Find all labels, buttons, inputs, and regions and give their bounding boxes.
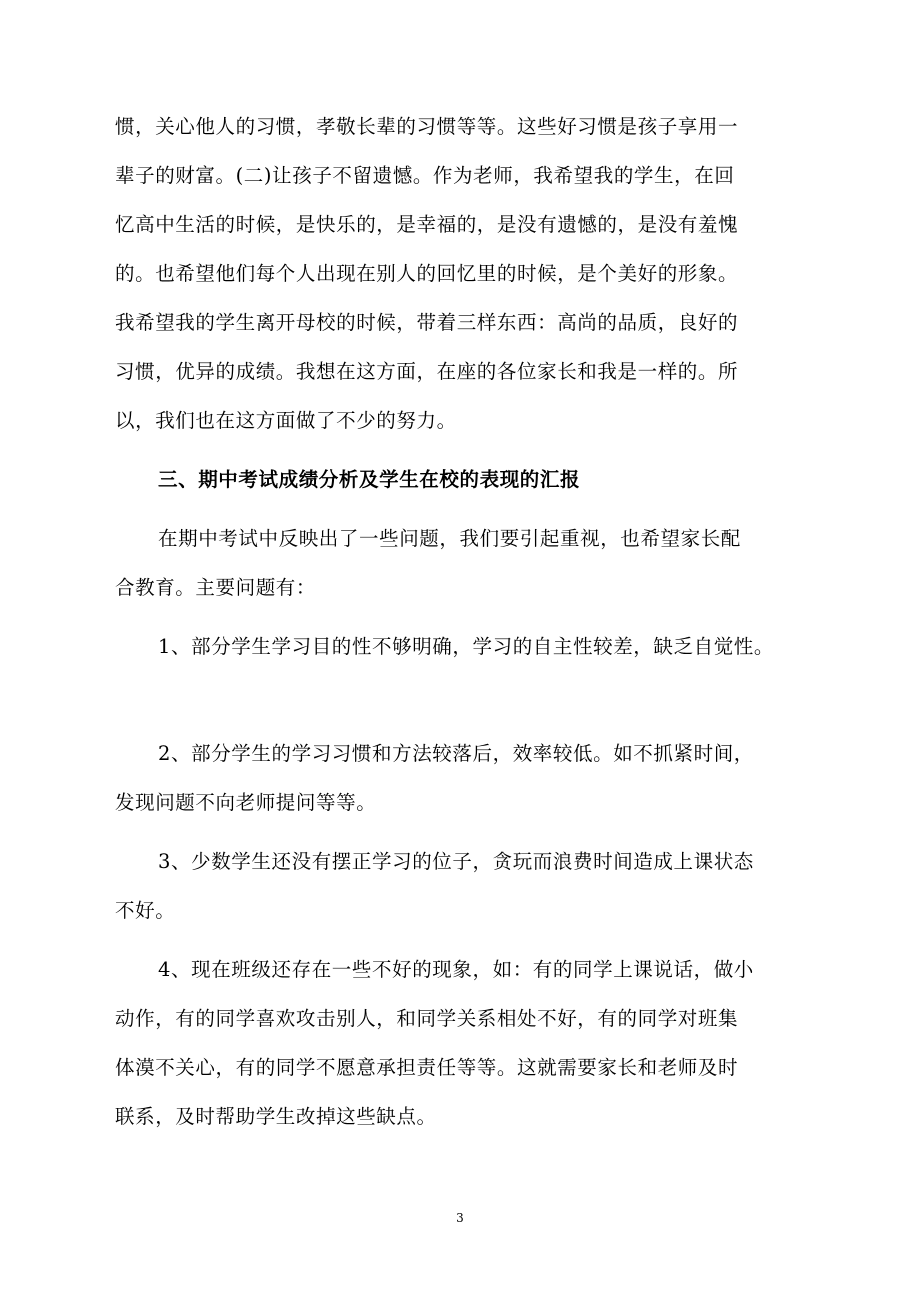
text-line: 联系，及时帮助学生改掉这些缺点。 bbox=[115, 1105, 437, 1128]
text-line: 合教育。主要问题有： bbox=[115, 576, 317, 599]
text-line: 的。也希望他们每个人出现在别人的回忆里的时候，是个美好的形象。 bbox=[115, 262, 739, 285]
text-line: 我希望我的学生离开母校的时候，带着三样东西：高尚的品质，良好的 bbox=[115, 311, 739, 334]
text-line: 忆高中生活的时候，是快乐的，是幸福的，是没有遗憾的，是没有羞愧 bbox=[115, 213, 739, 236]
text-line: 3、少数学生还没有摆正学习的位子，贪玩而浪费时间造成上课状态 bbox=[158, 850, 754, 873]
text-line: 在期中考试中反映出了一些问题，我们要引起重视，也希望家长配 bbox=[158, 527, 741, 550]
text-line: 习惯，优异的成绩。我想在这方面，在座的各位家长和我是一样的。所 bbox=[115, 360, 739, 383]
text-line: 发现问题不向老师提问等等。 bbox=[115, 791, 377, 814]
section-heading: 三、期中考试成绩分析及学生在校的表现的汇报 bbox=[158, 468, 581, 491]
text-line: 惯，关心他人的习惯，孝敬长辈的习惯等等。这些好习惯是孩子享用一 bbox=[115, 115, 739, 138]
text-line: 不好。 bbox=[115, 899, 176, 922]
text-line: 2、部分学生的学习习惯和方法较落后，效率较低。如不抓紧时间， bbox=[158, 742, 754, 765]
text-line: 4、现在班级还存在一些不好的现象，如：有的同学上课说话，做小 bbox=[158, 958, 754, 981]
text-line: 辈子的财富。(二)让孩子不留遗憾。作为老师，我希望我的学生，在回 bbox=[115, 164, 735, 187]
page-number: 3 bbox=[456, 1211, 464, 1225]
text-line: 体漠不关心，有的同学不愿意承担责任等等。这就需要家长和老师及时 bbox=[115, 1056, 739, 1079]
text-line: 动作，有的同学喜欢攻击别人，和同学关系相处不好，有的同学对班集 bbox=[115, 1007, 739, 1030]
text-line: 1、部分学生学习目的性不够明确，学习的自主性较差，缺乏自觉性。 bbox=[158, 635, 775, 658]
text-line: 以，我们也在这方面做了不少的努力。 bbox=[115, 409, 457, 432]
